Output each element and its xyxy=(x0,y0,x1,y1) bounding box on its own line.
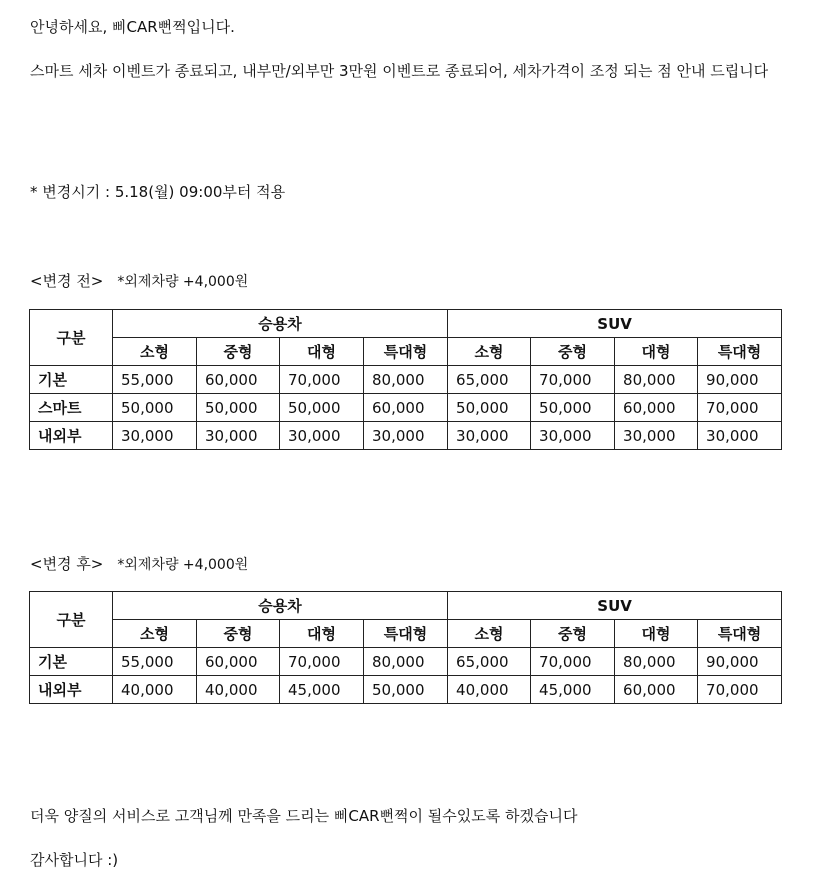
size-header: 소형 xyxy=(113,620,197,648)
size-header: 소형 xyxy=(113,338,197,366)
after-section-heading xyxy=(30,553,248,574)
price-cell: 65,000 xyxy=(448,648,531,676)
price-cell: 30,000 xyxy=(615,422,698,450)
price-cell: 70,000 xyxy=(698,676,782,704)
size-header: 소형 xyxy=(448,338,531,366)
size-header: 특대형 xyxy=(698,338,782,366)
row-label: 기본 xyxy=(30,366,113,394)
row-label: 스마트 xyxy=(30,394,113,422)
size-header: 대형 xyxy=(615,620,698,648)
price-cell: 30,000 xyxy=(197,422,280,450)
size-header: 특대형 xyxy=(698,620,782,648)
price-cell: 60,000 xyxy=(197,366,280,394)
price-cell: 60,000 xyxy=(197,648,280,676)
thanks-text: 감사합니다 :) xyxy=(30,851,119,869)
price-cell: 30,000 xyxy=(280,422,364,450)
sedan-group-header: 승용차 xyxy=(113,592,448,620)
size-header: 특대형 xyxy=(364,338,448,366)
greeting-text: 안녕하세요, 삐CAR뻔쩍입니다. xyxy=(30,18,235,36)
before-section-heading xyxy=(30,270,248,291)
price-cell: 70,000 xyxy=(280,366,364,394)
row-label: 내외부 xyxy=(30,676,113,704)
price-cell: 30,000 xyxy=(113,422,197,450)
price-cell: 55,000 xyxy=(113,366,197,394)
table-row xyxy=(30,366,782,394)
table-row xyxy=(30,676,782,704)
price-cell: 50,000 xyxy=(113,394,197,422)
price-cell: 30,000 xyxy=(364,422,448,450)
after-title: <변경 후> xyxy=(30,555,104,573)
size-header: 소형 xyxy=(448,620,531,648)
price-cell: 60,000 xyxy=(364,394,448,422)
price-cell: 40,000 xyxy=(448,676,531,704)
price-cell: 55,000 xyxy=(113,648,197,676)
size-header: 중형 xyxy=(531,620,615,648)
table-header-row xyxy=(30,592,782,620)
price-cell: 90,000 xyxy=(698,648,782,676)
table-row xyxy=(30,422,782,450)
size-header: 대형 xyxy=(280,620,364,648)
price-cell: 50,000 xyxy=(197,394,280,422)
price-cell: 50,000 xyxy=(280,394,364,422)
price-cell: 60,000 xyxy=(615,394,698,422)
table-size-row xyxy=(30,620,782,648)
size-header: 대형 xyxy=(615,338,698,366)
price-cell: 50,000 xyxy=(531,394,615,422)
price-cell: 70,000 xyxy=(280,648,364,676)
price-cell: 30,000 xyxy=(698,422,782,450)
size-header: 대형 xyxy=(280,338,364,366)
intro-text: 스마트 세차 이벤트가 종료되고, 내부만/외부만 3만원 이벤트로 종료되어, 세차가격이 조정 되는 점 안내 드립니다 xyxy=(30,62,769,80)
row-label: 내외부 xyxy=(30,422,113,450)
price-cell: 80,000 xyxy=(615,366,698,394)
price-cell: 30,000 xyxy=(531,422,615,450)
size-header: 중형 xyxy=(531,338,615,366)
price-cell: 70,000 xyxy=(531,366,615,394)
price-cell: 30,000 xyxy=(448,422,531,450)
table-header-row xyxy=(30,310,782,338)
table-row xyxy=(30,394,782,422)
before-import-note: *외제차량 +4,000원 xyxy=(117,274,249,290)
price-cell: 50,000 xyxy=(448,394,531,422)
size-header: 중형 xyxy=(197,620,280,648)
price-table-after xyxy=(29,591,782,704)
suv-group-header: SUV xyxy=(448,310,782,338)
table-row xyxy=(30,648,782,676)
price-cell: 80,000 xyxy=(364,648,448,676)
closing-text: 더욱 양질의 서비스로 고객님께 만족을 드리는 삐CAR뻔쩍이 될수있도록 하겠습니다 xyxy=(30,807,578,825)
price-cell: 45,000 xyxy=(280,676,364,704)
price-cell: 50,000 xyxy=(364,676,448,704)
price-cell: 45,000 xyxy=(531,676,615,704)
price-cell: 40,000 xyxy=(197,676,280,704)
price-cell: 70,000 xyxy=(531,648,615,676)
suv-group-header: SUV xyxy=(448,592,782,620)
change-time-text: * 변경시기 : 5.18(월) 09:00부터 적용 xyxy=(30,183,286,201)
price-cell: 80,000 xyxy=(615,648,698,676)
row-label: 기본 xyxy=(30,648,113,676)
price-cell: 65,000 xyxy=(448,366,531,394)
before-title: <변경 전> xyxy=(30,272,104,290)
division-header: 구분 xyxy=(30,310,113,366)
price-cell: 80,000 xyxy=(364,366,448,394)
price-cell: 40,000 xyxy=(113,676,197,704)
table-size-row xyxy=(30,338,782,366)
price-cell: 60,000 xyxy=(615,676,698,704)
size-header: 특대형 xyxy=(364,620,448,648)
price-cell: 70,000 xyxy=(698,394,782,422)
sedan-group-header: 승용차 xyxy=(113,310,448,338)
price-table-before xyxy=(29,309,782,450)
price-cell: 90,000 xyxy=(698,366,782,394)
division-header: 구분 xyxy=(30,592,113,648)
after-import-note: *외제차량 +4,000원 xyxy=(117,557,249,573)
size-header: 중형 xyxy=(197,338,280,366)
